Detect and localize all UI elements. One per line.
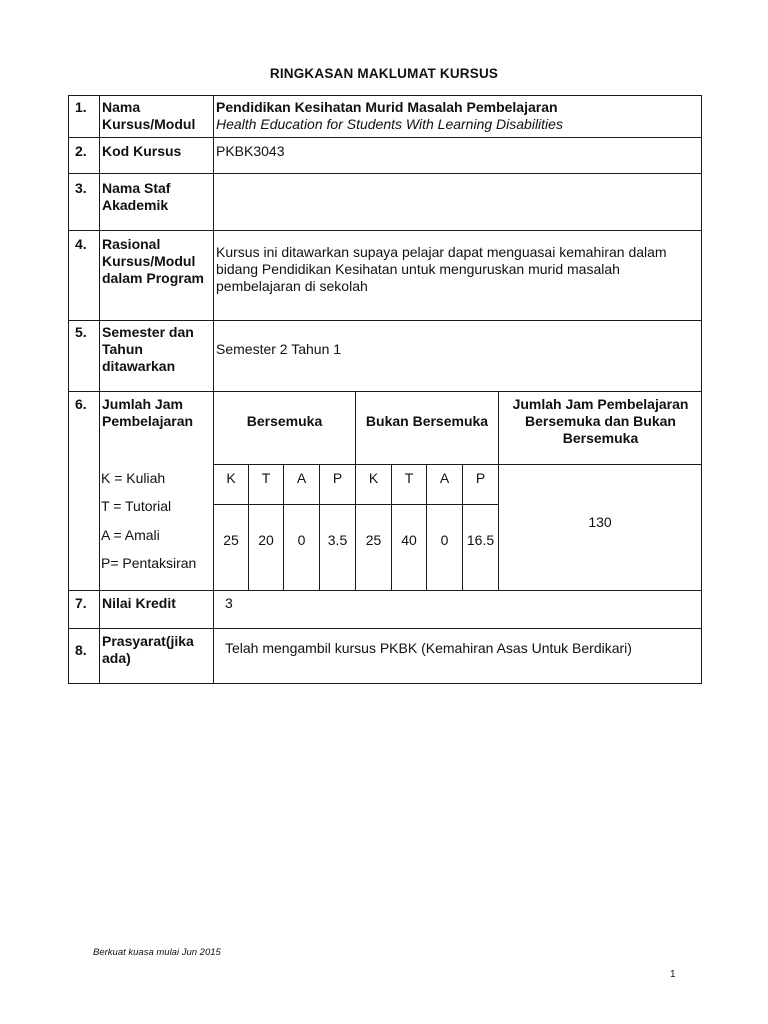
course-name-english: Health Education for Students With Learning Disabilities (216, 116, 563, 132)
row-divider (68, 590, 702, 591)
legend-amali: A = Amali (101, 527, 160, 543)
row-number: 5. (75, 324, 87, 340)
hours-header-divider (213, 464, 702, 465)
table-border-left (68, 95, 69, 684)
code-cell: K (368, 470, 379, 486)
code-cell: T (404, 470, 414, 486)
col-divider (213, 95, 214, 684)
code-cell: T (261, 470, 271, 486)
row-divider (68, 628, 702, 629)
course-name-malay: Pendidikan Kesihatan Murid Masalah Pembelajaran (216, 99, 558, 115)
row-label-credit: Nilai Kredit (102, 595, 176, 611)
code-cell: P (475, 470, 486, 486)
total-hours-value: 130 (588, 514, 612, 530)
page-number: 1 (670, 969, 676, 980)
row-number: 7. (75, 595, 87, 611)
bukan-bersemuka-header: Bukan Bersemuka (365, 413, 489, 429)
row-number: 6. (75, 396, 87, 412)
col-divider (99, 95, 100, 684)
row-label-learning-hours: Jumlah Jam Pembelajaran (102, 396, 194, 429)
page-title: RINGKASAN MAKLUMAT KURSUS (269, 66, 499, 81)
row-label-course-code: Kod Kursus (102, 143, 182, 159)
table-border-top (68, 95, 702, 96)
row-divider (68, 230, 702, 231)
row-divider (68, 137, 702, 138)
row-divider (68, 320, 702, 321)
row-label-academic-staff: Nama Staf Akademik (102, 180, 171, 213)
hours-value-cell: 16.5 (466, 532, 495, 548)
code-cell: P (332, 470, 343, 486)
row-divider (68, 391, 702, 392)
row-number: 8. (75, 642, 87, 658)
hours-value-cell: 20 (258, 532, 274, 548)
bersemuka-header: Bersemuka (246, 413, 323, 429)
course-code: PKBK3043 (216, 143, 285, 159)
row-number: 1. (75, 99, 87, 115)
code-cell: K (226, 470, 236, 486)
hours-value-cell: 3.5 (327, 532, 348, 548)
row-number: 3. (75, 180, 87, 196)
legend-tutorial: T = Tutorial (101, 498, 172, 514)
legend-pentaksiran: P= Pentaksiran (101, 555, 197, 571)
semester-offered: Semester 2 Tahun 1 (216, 341, 342, 357)
row-label-rationale: Rasional Kursus/Modul dalam Program (102, 236, 204, 286)
hours-value-cell: 0 (297, 532, 306, 548)
legend-kuliah: K = Kuliah (101, 470, 166, 486)
table-border-bottom (68, 683, 702, 684)
row-divider (68, 173, 702, 174)
row-number: 2. (75, 143, 87, 159)
code-cell: A (296, 470, 307, 486)
hours-value-cell: 25 (365, 532, 382, 548)
row-label-semester: Semester dan Tahun ditawarkan (102, 324, 194, 374)
code-cell: A (439, 470, 450, 486)
hours-value-cell: 0 (440, 532, 449, 548)
hours-col-divider (498, 391, 499, 591)
prerequisite-value: Telah mengambil kursus PKBK (Kemahiran Asas Untuk Berdikari) (225, 640, 632, 656)
row-number: 4. (75, 236, 87, 252)
hours-value-cell: 25 (223, 532, 239, 548)
hours-value-cell: 40 (401, 532, 417, 548)
row-label-prerequisite: Prasyarat(jika ada) (102, 633, 194, 666)
row-label-course-name: Nama Kursus/Modul (102, 99, 196, 132)
table-border-right (701, 95, 702, 684)
footer-effective-date: Berkuat kuasa mulai Jun 2015 (93, 947, 221, 958)
total-hours-header: Jumlah Jam Pembelajaran Bersemuka dan Bukan Bersemuka (512, 396, 689, 446)
credit-value: 3 (225, 595, 233, 611)
course-rationale: Kursus ini ditawarkan supaya pelajar dapat menguasai kemahiran dalam bidang Pendidikan Kesihatan untuk menguruskan murid masalah pembelajaran di sekolah (216, 244, 667, 294)
